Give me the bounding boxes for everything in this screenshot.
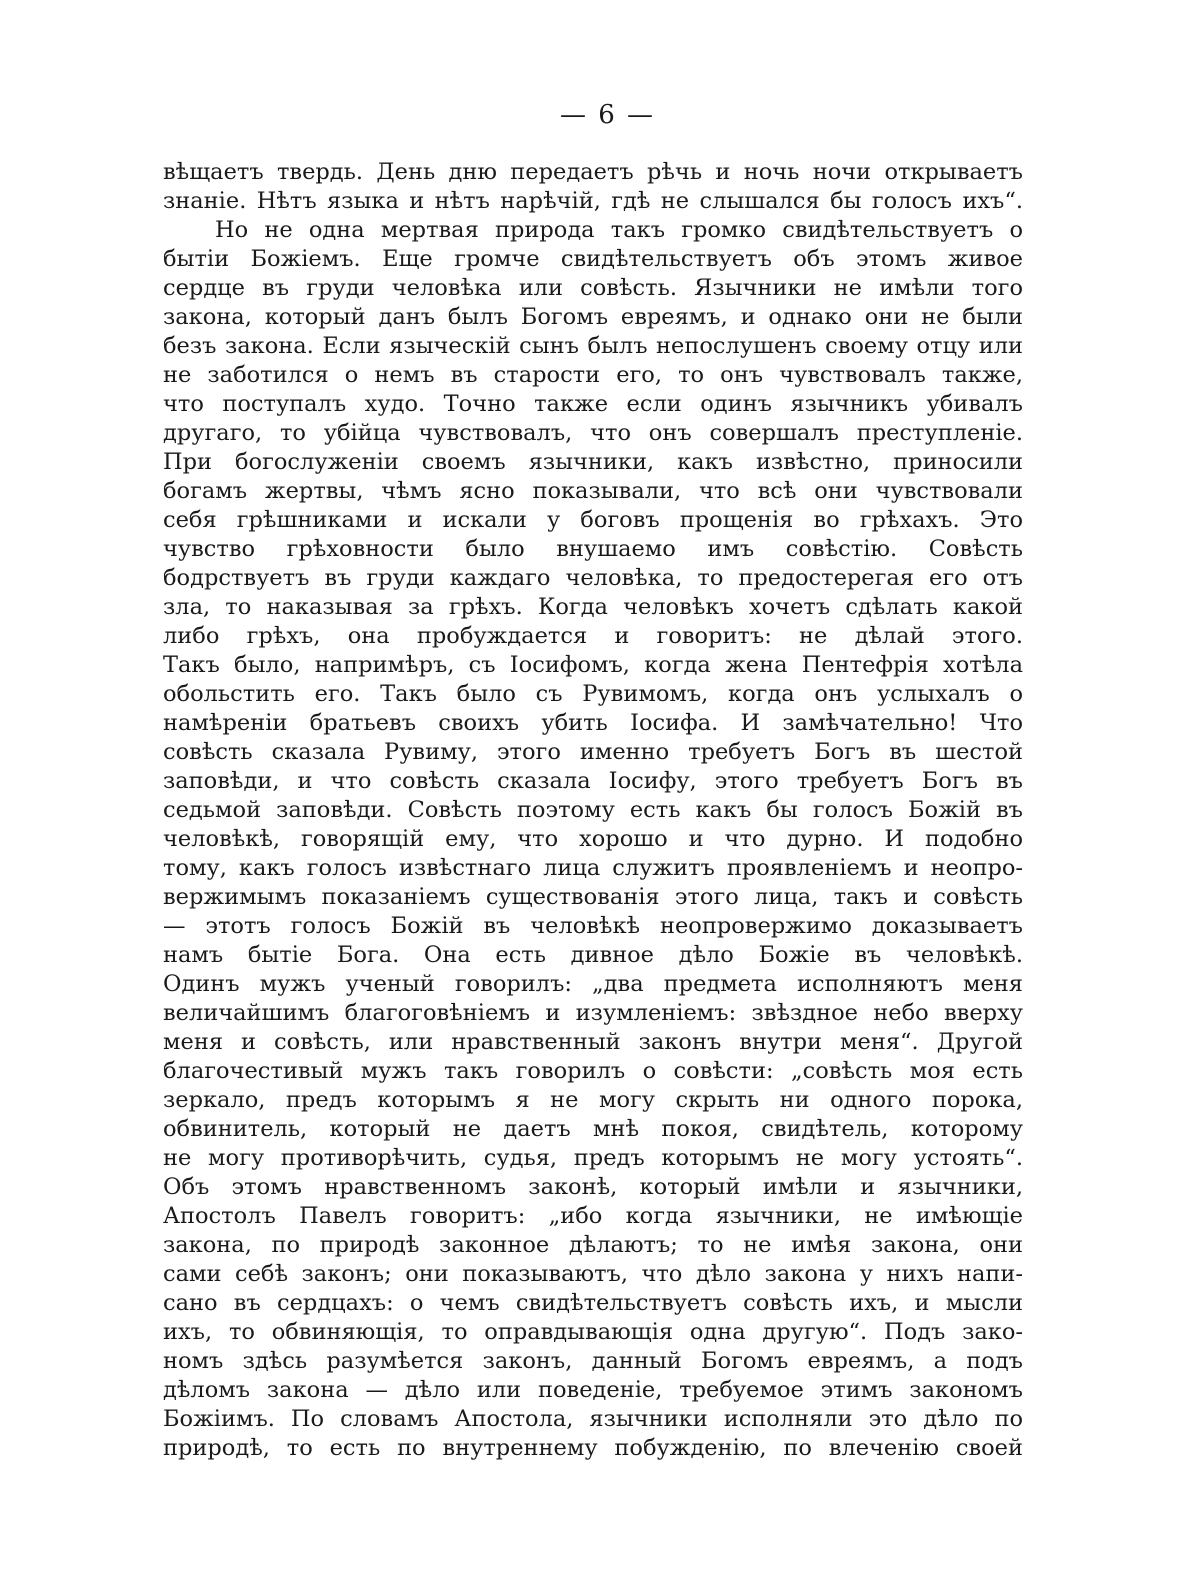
text-line: безъ закона. Если языческій сынъ былъ непослушенъ своему отцу или (163, 333, 1023, 359)
text-line: бытіи Божіемъ. Еще громче свидѣтельствуетъ объ этомъ живое (163, 246, 1023, 272)
text-line: богамъ жертвы, чѣмъ ясно показывали, что всѣ они чувствовали (163, 478, 1023, 504)
text-line: сами себѣ законъ; они показываютъ, что дѣло закона у нихъ напи- (163, 1261, 1023, 1287)
text-line: тому, какъ голосъ извѣстнаго лица служитъ проявленіемъ и неопро- (163, 855, 1023, 881)
text-line: себя грѣшниками и искали у боговъ прощенія во грѣхахъ. Это (163, 507, 1023, 533)
text-line: бодрствуетъ въ груди каждаго человѣка, то предостерегая его отъ (163, 565, 1023, 591)
text-line: природѣ, то есть по внутреннему побужденію, по влеченію своей (163, 1435, 1023, 1461)
text-line: дѣломъ закона — дѣло или поведеніе, требуемое этимъ закономъ (163, 1377, 1023, 1403)
text-line: заповѣди, и что совѣсть сказала Іосифу, этого требуетъ Богъ въ (163, 768, 1023, 794)
body-text (163, 158, 1023, 1463)
text-line: что поступалъ худо. Точно также если одинъ язычникъ убивалъ (163, 391, 1023, 417)
text-line: Но не одна мертвая природа такъ громко свидѣтельствуетъ о (215, 217, 1023, 243)
text-line: намъ бытіе Бога. Она есть дивное дѣло Божіе въ человѣкѣ. (163, 942, 1023, 968)
text-line: не могу противорѣчить, судья, предъ которымъ не могу устоять“. (163, 1145, 1023, 1171)
text-line: обольстить его. Такъ было съ Рувимомъ, когда онъ услыхалъ о (163, 681, 1023, 707)
text-line: меня и совѣсть, или нравственный законъ внутри меня“. Другой (163, 1029, 1023, 1055)
text-line: — этотъ голосъ Божій въ человѣкѣ неопровержимо доказываетъ (163, 913, 1023, 939)
text-line: ихъ, то обвиняющія, то оправдывающія одна другую“. Подъ зако- (163, 1319, 1023, 1345)
text-line: вержимымъ показаніемъ существованія этого лица, такъ и совѣсть (163, 884, 1023, 910)
text-line: Божіимъ. По словамъ Апостола, язычники исполняли это дѣло по (163, 1406, 1023, 1432)
text-line: зла, то наказывая за грѣхъ. Когда человѣкъ хочетъ сдѣлать какой (163, 594, 1023, 620)
text-line: При богослуженіи своемъ язычники, какъ извѣстно, приносили (163, 449, 1023, 475)
text-line: благочестивый мужъ такъ говорилъ о совѣсти: „совѣсть моя есть (163, 1058, 1023, 1084)
text-line: Одинъ мужъ ученый говорилъ: „два предмета исполняютъ меня (163, 971, 1023, 997)
text-line: Объ этомъ нравственномъ законѣ, который имѣли и язычники, (163, 1174, 1023, 1200)
text-line: закона, по природѣ законное дѣлаютъ; то не имѣя закона, они (163, 1232, 1023, 1258)
text-line: человѣкѣ, говорящій ему, что хорошо и что дурно. И подобно (163, 826, 1023, 852)
text-line: знаніе. Нѣтъ языка и нѣтъ нарѣчій, гдѣ не слышался бы голосъ ихъ“. (163, 188, 1023, 214)
text-line: вѣщаетъ твердь. День дню передаетъ рѣчь и ночь ночи открываетъ (163, 159, 1023, 185)
text-line: Такъ было, напримѣръ, съ Іосифомъ, когда жена Пентефрія хотѣла (163, 652, 1023, 678)
text-line: либо грѣхъ, она пробуждается и говоритъ: не дѣлай этого. (163, 623, 1023, 649)
text-line: Апостолъ Павелъ говоритъ: „ибо когда язычники, не имѣющіе (163, 1203, 1023, 1229)
text-line: сердце въ груди человѣка или совѣсть. Язычники не имѣли того (163, 275, 1023, 301)
text-line: седьмой заповѣди. Совѣсть поэтому есть какъ бы голосъ Божій въ (163, 797, 1023, 823)
text-line: сано въ сердцахъ: о чемъ свидѣтельствуетъ совѣсть ихъ, и мысли (163, 1290, 1023, 1316)
text-line: зеркало, предъ которымъ я не могу скрыть ни одного порока, (163, 1087, 1023, 1113)
text-line: закона, который данъ былъ Богомъ евреямъ, и однако они не были (163, 304, 1023, 330)
text-line: величайшимъ благоговѣніемъ и изумленіемъ: звѣздное небо вверху (163, 1000, 1023, 1026)
text-line: намѣреніи братьевъ своихъ убить Іосифа. И замѣчательно! Что (163, 710, 1023, 736)
page-number: — 6 — (559, 100, 656, 130)
text-line: другаго, то убійца чувствовалъ, что онъ совершалъ преступленіе. (163, 420, 1023, 446)
text-line: совѣсть сказала Рувиму, этого именно требуетъ Богъ въ шестой (163, 739, 1023, 765)
text-line: обвинитель, который не даетъ мнѣ покоя, свидѣтель, которому (163, 1116, 1023, 1142)
text-line: номъ здѣсь разумѣется законъ, данный Богомъ евреямъ, а подъ (163, 1348, 1023, 1374)
text-line: чувство грѣховности было внушаемо имъ совѣстію. Совѣсть (163, 536, 1023, 562)
text-line: не заботился о немъ въ старости его, то онъ чувствовалъ также, (163, 362, 1023, 388)
